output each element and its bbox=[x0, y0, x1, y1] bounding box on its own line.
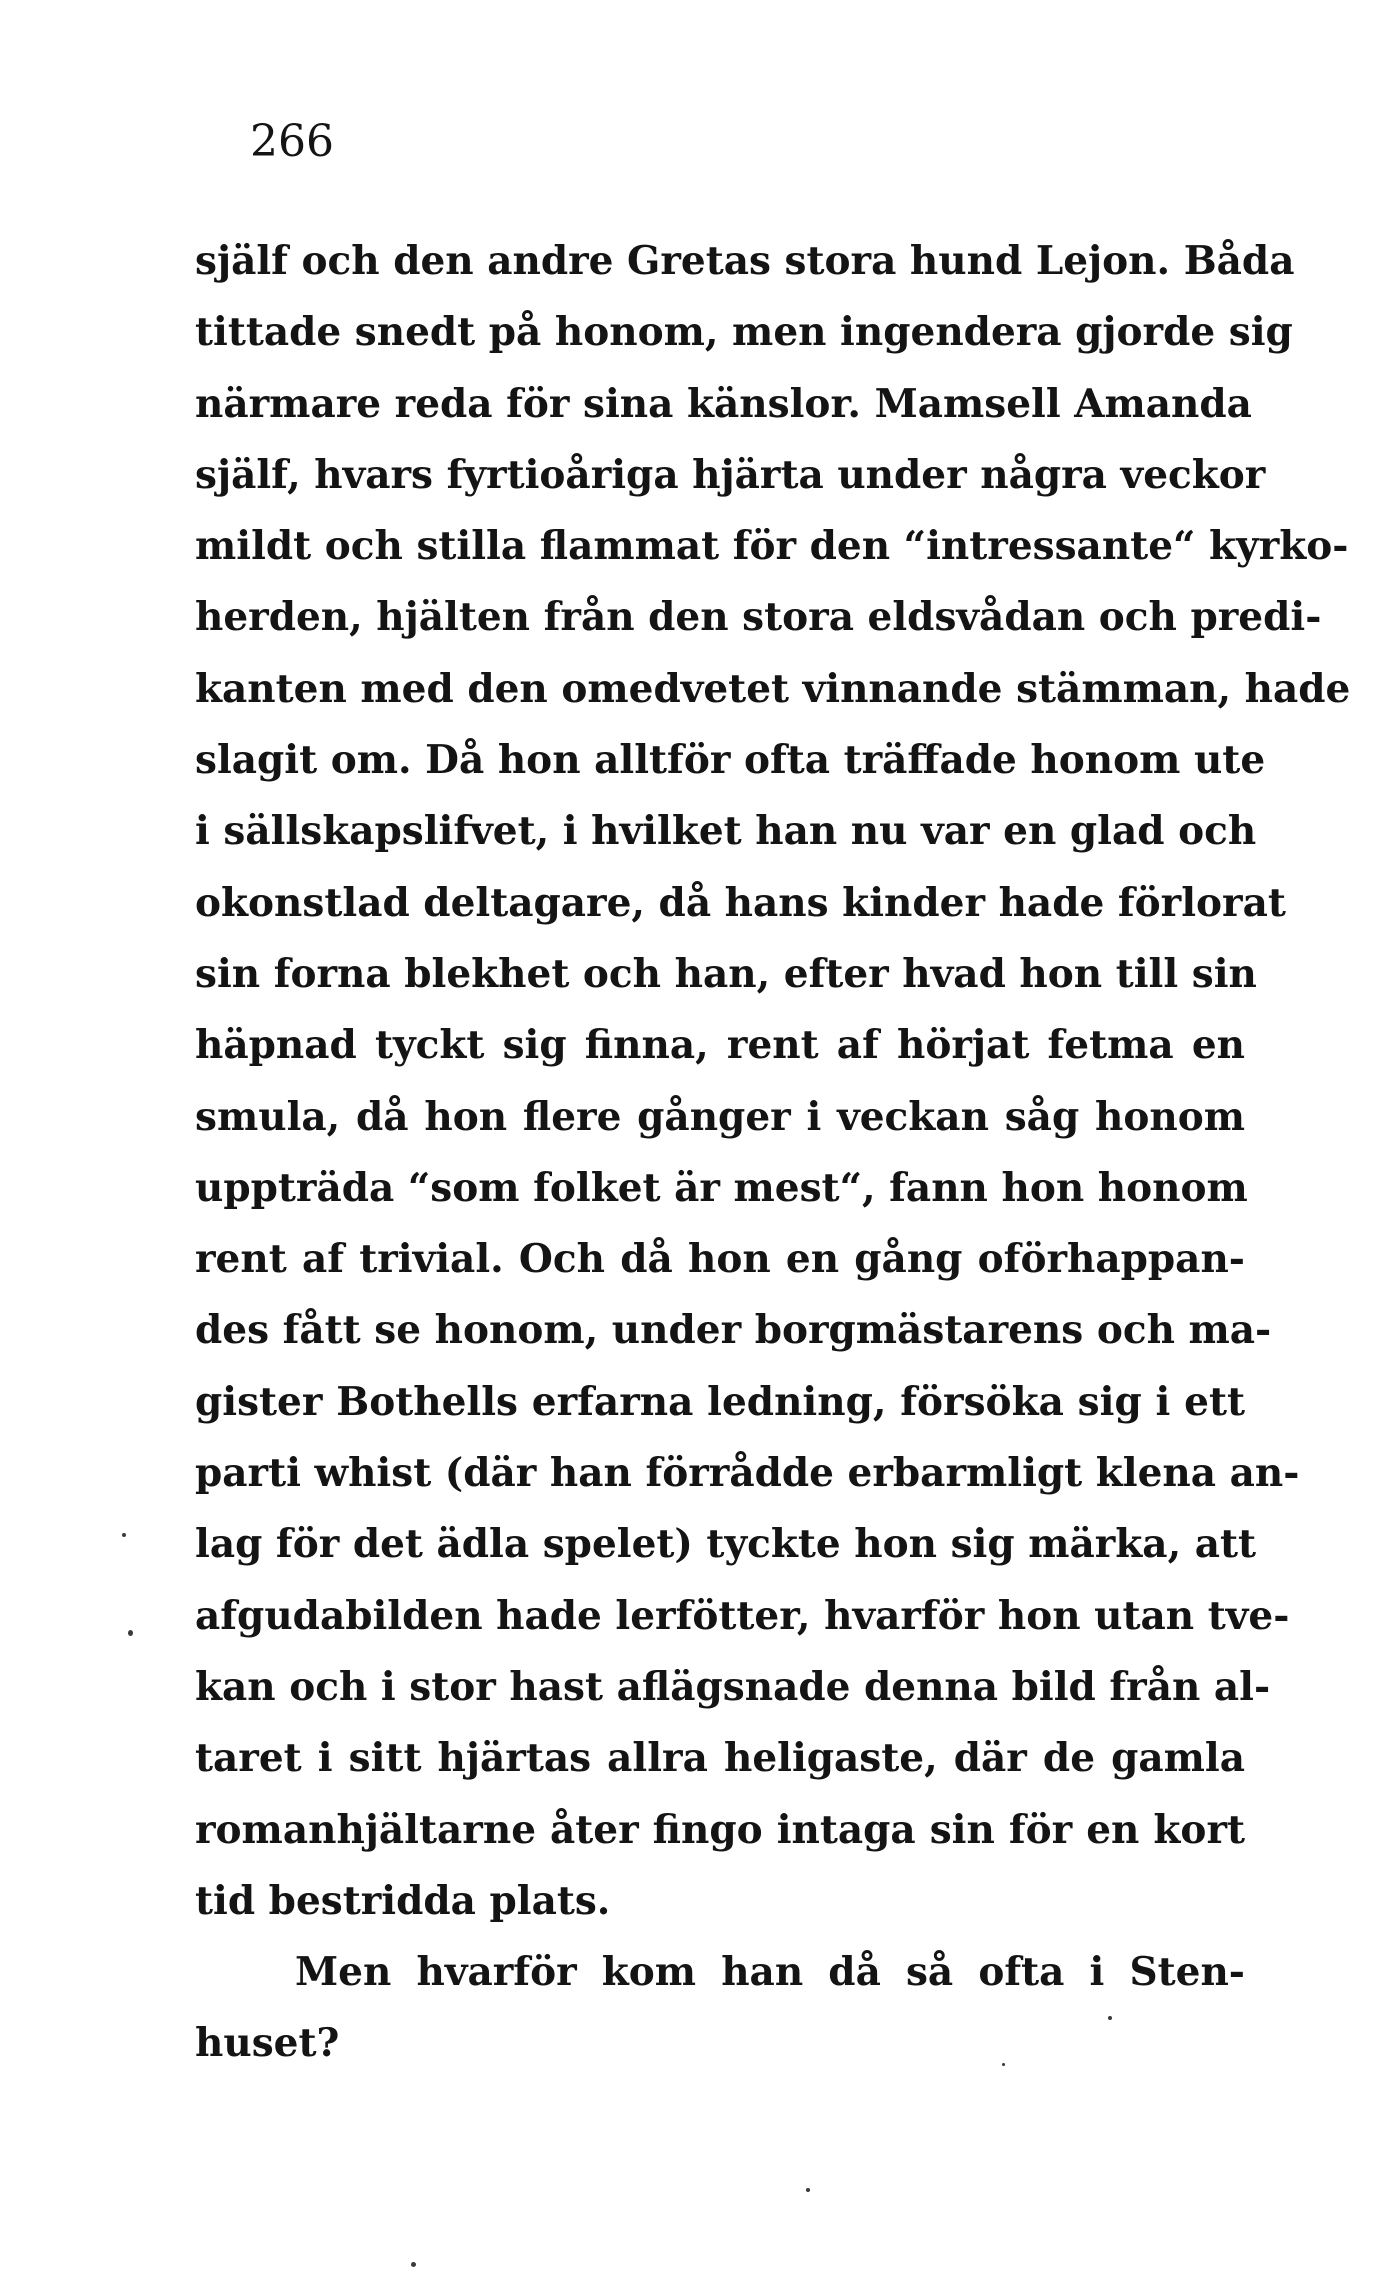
text-line: tid bestridda plats. bbox=[195, 1877, 611, 1924]
text-line: närmare reda för sina känslor. Mamsell Amanda bbox=[195, 380, 1252, 427]
text-line: själf, hvars fyrtioåriga hjärta under några veckor bbox=[195, 451, 1266, 498]
text-line: mildt och stilla flammat för den “intressante“ kyrko- bbox=[195, 523, 1349, 570]
text-line: des fått se honom, under borgmästarens och ma- bbox=[195, 1307, 1272, 1354]
text-line: kanten med den omedvetet vinnande stämman, hade bbox=[195, 665, 1351, 712]
text-line: häpnad tyckt sig finna, rent af hörjat fetma en bbox=[195, 1022, 1245, 1069]
text-line: i sällskapslifvet, i hvilket han nu var en glad och bbox=[195, 808, 1257, 855]
ink-speck bbox=[122, 1533, 126, 1537]
text-line: uppträda “som folket är mest“, fann hon honom bbox=[195, 1164, 1248, 1211]
text-line: lag för det ädla spelet) tyckte hon sig märka, att bbox=[195, 1521, 1257, 1568]
text-line: afgudabilden hade lerfötter, hvarför hon utan tve- bbox=[195, 1592, 1290, 1639]
paragraph-1 bbox=[195, 226, 1351, 1937]
text-line: tittade snedt på honom, men ingendera gjorde sig bbox=[195, 309, 1293, 356]
text-line: gister Bothells erfarna ledning, försöka sig i ett bbox=[195, 1378, 1245, 1425]
body-text bbox=[195, 226, 1351, 2080]
ink-speck bbox=[1108, 2016, 1112, 2020]
text-line: taret i sitt hjärtas allra heligaste, där de gamla bbox=[195, 1735, 1245, 1782]
ink-speck bbox=[411, 2262, 416, 2267]
text-line: herden, hjälten från den stora eldsvådan och predi- bbox=[195, 594, 1322, 641]
text-line: kan och i stor hast aflägsnade denna bild från al- bbox=[195, 1663, 1271, 1710]
text-line: sin forna blekhet och han, efter hvad hon till sin bbox=[195, 950, 1257, 997]
ink-speck bbox=[128, 1630, 133, 1636]
text-line: huset? bbox=[195, 2020, 340, 2067]
text-line: slagit om. Då hon alltför ofta träffade honom ute bbox=[195, 737, 1266, 784]
text-line: själf och den andre Gretas stora hund Lejon. Båda bbox=[195, 238, 1295, 284]
ink-speck bbox=[806, 2188, 810, 2192]
paragraph-2 bbox=[195, 1937, 1245, 2080]
text-line: romanhjältarne åter fingo intaga sin för en kort bbox=[195, 1806, 1245, 1853]
text-line: parti whist (där han förrådde erbarmligt klena an- bbox=[195, 1450, 1300, 1497]
text-line: okonstlad deltagare, då hans kinder hade förlorat bbox=[195, 879, 1286, 926]
ink-speck bbox=[1002, 2063, 1005, 2066]
text-line: Men hvarför kom han då så ofta i Sten- bbox=[295, 1949, 1245, 1996]
text-line: smula, då hon flere gånger i veckan såg honom bbox=[195, 1093, 1245, 1140]
text-line: rent af trivial. Och då hon en gång oförhappan- bbox=[195, 1236, 1245, 1283]
page-number: 266 bbox=[250, 116, 334, 167]
